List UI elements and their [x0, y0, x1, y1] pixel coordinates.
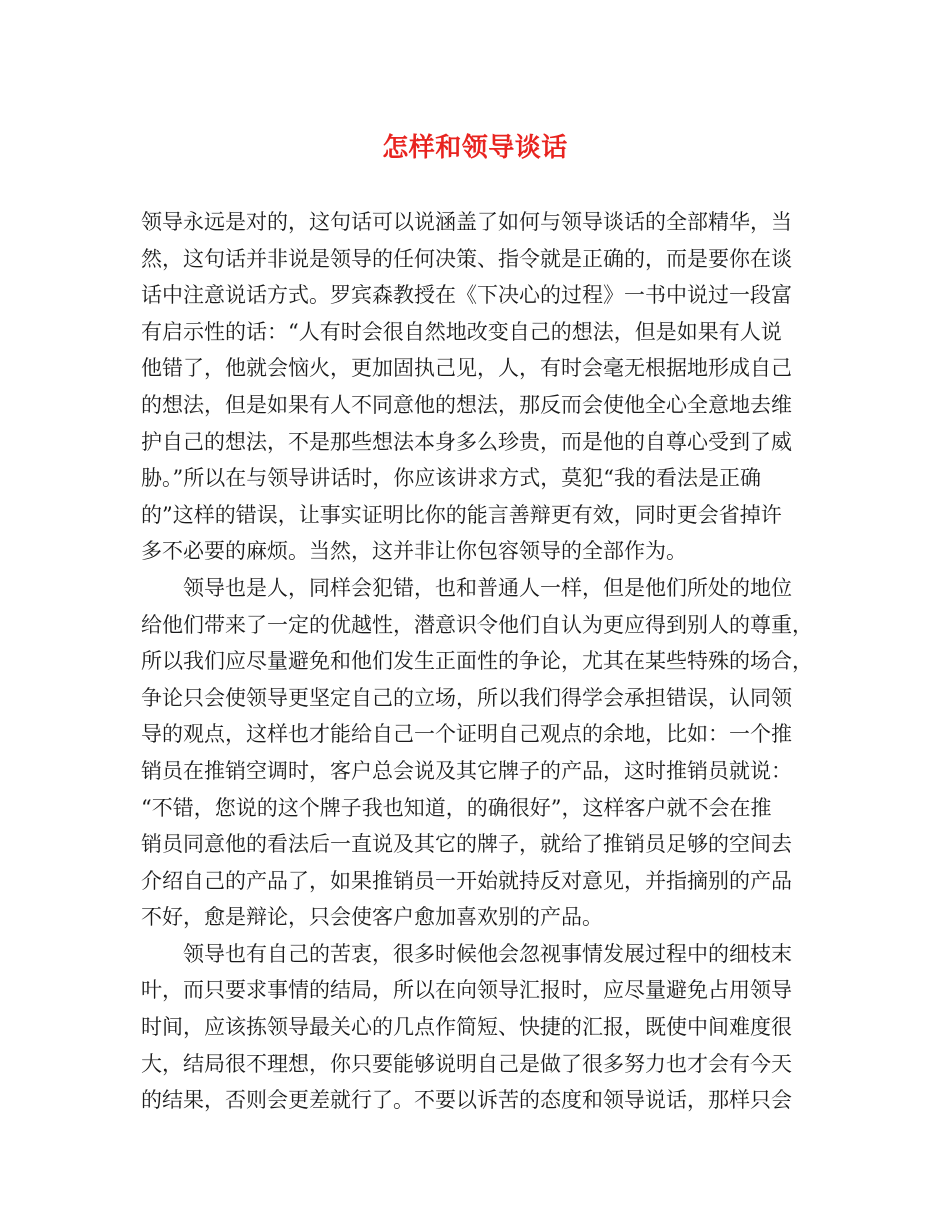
- article-body: [141, 204, 813, 1119]
- text-line: 的想法，但是如果有人不同意他的想法，那反而会使他全心全意地去维: [141, 392, 792, 417]
- text-line: 他错了，他就会恼火，更加固执己见，人，有时会毫无根据地形成自己: [141, 356, 792, 381]
- text-line: 销员同意他的看法后一直说及其它的牌子，就给了推销员足够的空间去: [141, 832, 792, 857]
- text-line: 多不必要的麻烦。当然，这并非让你包容领导的全部作为。: [141, 539, 687, 564]
- text-line: 领导也有自己的苦衷，很多时候他会忽视事情发展过程中的细枝末: [141, 941, 792, 966]
- text-line: 大，结局很不理想，你只要能够说明自己是做了很多努力也才会有今天: [141, 1051, 792, 1076]
- text-line: “不错，您说的这个牌子我也知道，的确很好”，这样客户就不会在推: [141, 795, 772, 820]
- text-line: 领导永远是对的，这句话可以说涵盖了如何与领导谈话的全部精华，当: [141, 210, 792, 234]
- text-line: 叶，而只要求事情的结局，所以在向领导汇报时，应尽量避免占用领导: [141, 978, 792, 1003]
- text-line: 护自己的想法，不是那些想法本身多么珍贵，而是他的自尊心受到了威: [141, 429, 792, 454]
- text-line: 销员在推销空调时，客户总会说及其它牌子的产品，这时推销员就说：: [141, 758, 792, 783]
- text-line: 争论只会使领导更坚定自己的立场，所以我们得学会承担错误，认同领: [141, 685, 792, 710]
- text-line: 有启示性的话：“人有时会很自然地改变自己的想法，但是如果有人说: [141, 319, 782, 344]
- text-line: 然，这句话并非说是领导的任何决策、指令就是正确的，而是要你在谈: [141, 246, 792, 271]
- text-line: 介绍自己的产品了，如果推销员一开始就持反对意见，并指摘别的产品: [141, 868, 792, 893]
- text-line: 给他们带来了一定的优越性，潜意识令他们自认为更应得到别人的尊重，: [141, 612, 813, 637]
- text-line: 领导也是人，同样会犯错，也和普通人一样，但是他们所处的地位: [141, 575, 792, 600]
- text-line: 的结果，否则会更差就行了。不要以诉苦的态度和领导说话，那样只会: [141, 1088, 792, 1113]
- text-line: 的”这样的错误，让事实证明比你的能言善辩更有效，同时更会省掉许: [141, 502, 782, 527]
- text-line: 不好，愈是辩论，只会使客户愈加喜欢别的产品。: [141, 905, 603, 930]
- text-line: 话中注意说话方式。罗宾森教授在《下决心的过程》一书中说过一段富: [141, 283, 792, 308]
- text-line: 胁。”所以在与领导讲话时，你应该讲求方式，莫犯“我的看法是正确: [141, 466, 761, 491]
- text-line: 时间，应该拣领导最关心的几点作简短、快捷的汇报，既使中间难度很: [141, 1015, 792, 1040]
- text-line: 所以我们应尽量避免和他们发生正面性的争论，尤其在某些特殊的场合，: [141, 649, 813, 674]
- page-title: 怎样和领导谈话: [382, 133, 568, 163]
- text-line: 导的观点，这样也才能给自己一个证明自己观点的余地，比如：一个推: [141, 722, 792, 747]
